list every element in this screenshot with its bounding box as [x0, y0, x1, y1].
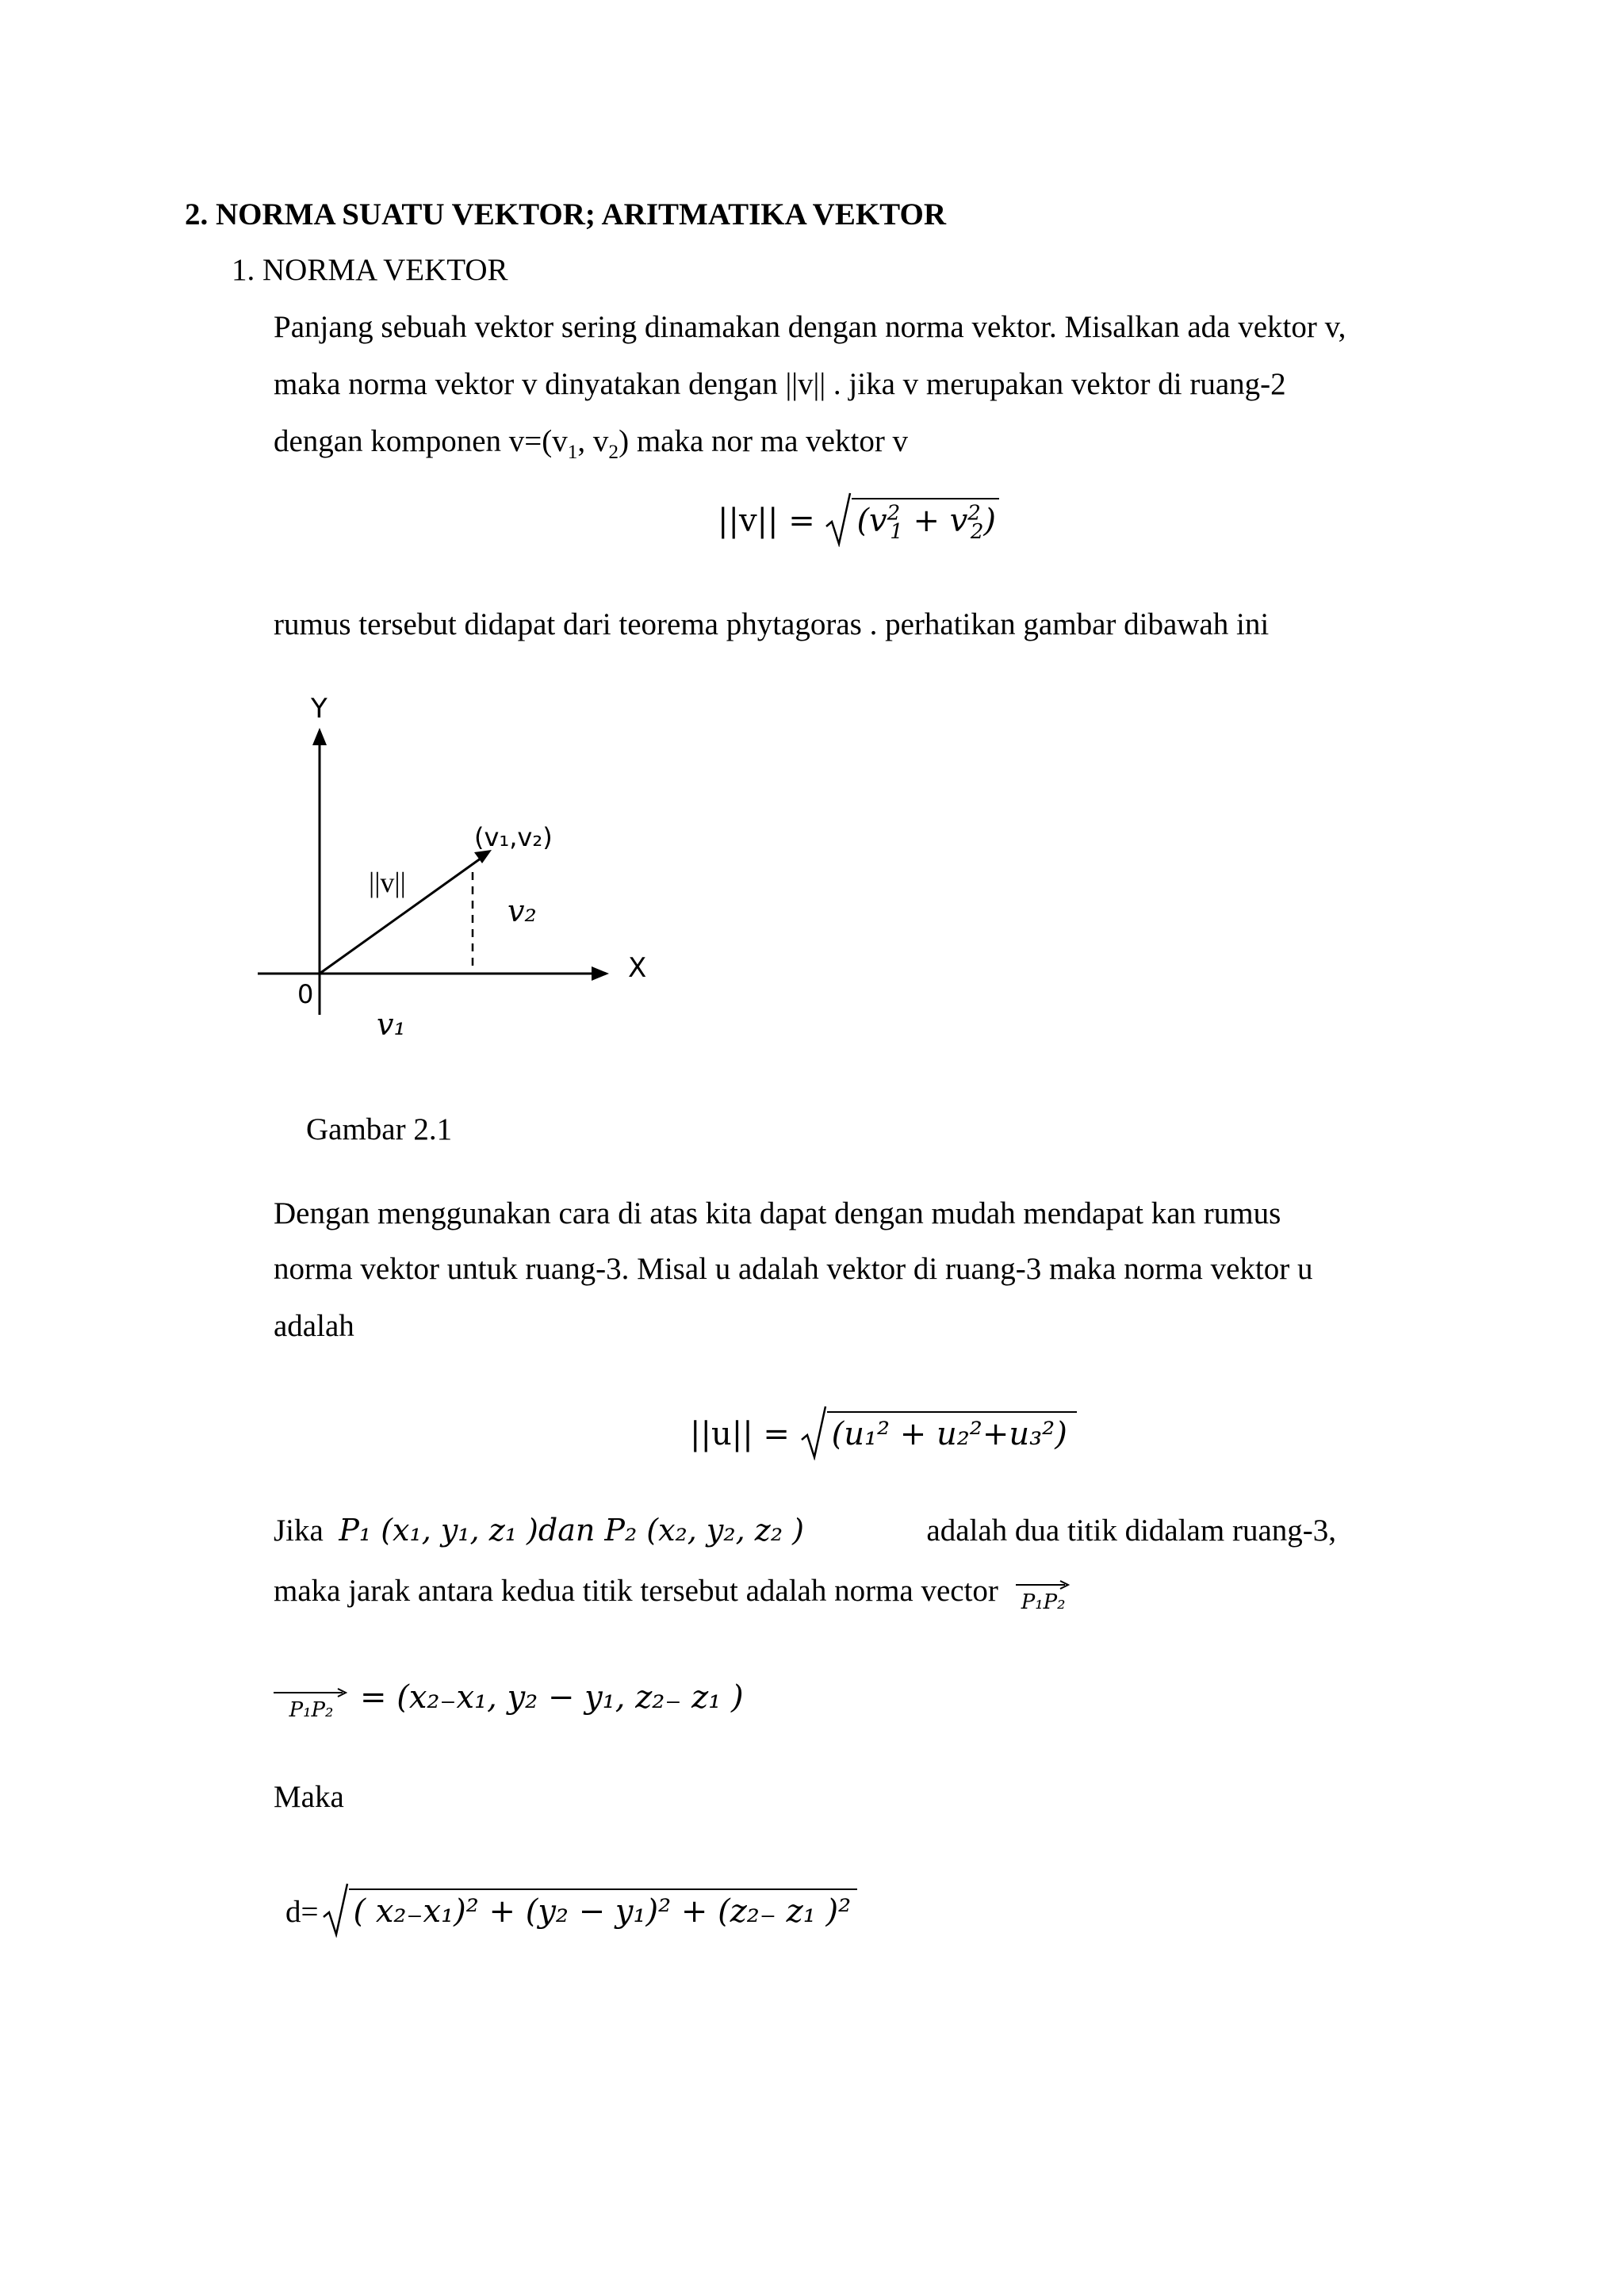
- x-axis-arrow-icon: [592, 966, 609, 981]
- paragraph-line: Dengan menggunakan cara di atas kita dapat dengan mudah mendapat kan rumus: [274, 1196, 1281, 1230]
- maka-text: Maka: [274, 1780, 344, 1814]
- sqrt-symbol: $(v^2_1 + v^2_2)$: [825, 498, 999, 539]
- origin-label: 0: [297, 979, 314, 1009]
- p1p2-formula: P₁P₂ = (x₂₋x₁, y₂ − y₁, z₂₋ z₁ ): [274, 1679, 744, 1716]
- paragraph-line: Panjang sebuah vektor sering dinamakan dengan norma vektor. Misalkan ada vektor v,: [274, 310, 1346, 344]
- norm-u-formula: ||u|| = (u₁² + u₂²+u₃²): [690, 1411, 1077, 1452]
- sqrt-symbol: ( x₂₋x₁)² + (y₂ − y₁)² + (z₂₋ z₁ )²: [322, 1888, 858, 1930]
- figure-caption: Gambar 2.1: [306, 1112, 453, 1146]
- x-axis-label: X: [628, 952, 647, 984]
- y-axis-arrow-icon: [312, 728, 327, 745]
- paragraph-line: Jika P₁ (x₁, y₁, z₁ )dan P₂ (x₂, y₂, z₂ ) adalah dua titik didalam ruang-3,: [274, 1513, 1336, 1548]
- vector-p1p2: P₁P₂: [1016, 1579, 1071, 1614]
- vector-diagram: [246, 682, 674, 1047]
- v1-label: v₁: [377, 1007, 406, 1042]
- norm-v-formula: ||v|| = $(v^2_1 + v^2_2)$: [718, 498, 999, 539]
- point-label: (v₁,v₂): [474, 822, 553, 852]
- paragraph-line: maka norma vektor v dinyatakan dengan ||v|| . jika v merupakan vektor di ruang-2: [274, 367, 1286, 401]
- section-heading: 2. NORMA SUATU VEKTOR; ARITMATIKA VEKTOR: [185, 197, 946, 232]
- v2-label: v₂: [508, 894, 537, 928]
- paragraph-line: adalah: [274, 1309, 354, 1343]
- vector-p1p2: P₁P₂: [274, 1687, 349, 1722]
- sqrt-symbol: (u₁² + u₂²+u₃²): [800, 1411, 1077, 1452]
- y-axis-label: Y: [311, 693, 327, 725]
- norm-label: ||v||: [369, 867, 406, 898]
- paragraph-line: maka jarak antara kedua titik tersebut adalah norma vector P₁P₂: [274, 1573, 1071, 1609]
- distance-formula: d= ( x₂₋x₁)² + (y₂ − y₁)² + (z₂₋ z₁ )²: [285, 1888, 857, 1930]
- paragraph-line: rumus tersebut didapat dari teorema phytagoras . perhatikan gambar dibawah ini: [274, 607, 1270, 641]
- subsection-heading: 1. NORMA VEKTOR: [232, 253, 508, 287]
- paragraph-line: dengan komponen $v=(v_1$, $v_2$) maka nor ma vektor v: [274, 424, 909, 463]
- paragraph-line: norma vektor untuk ruang-3. Misal u adalah vektor di ruang-3 maka norma vektor u: [274, 1252, 1313, 1286]
